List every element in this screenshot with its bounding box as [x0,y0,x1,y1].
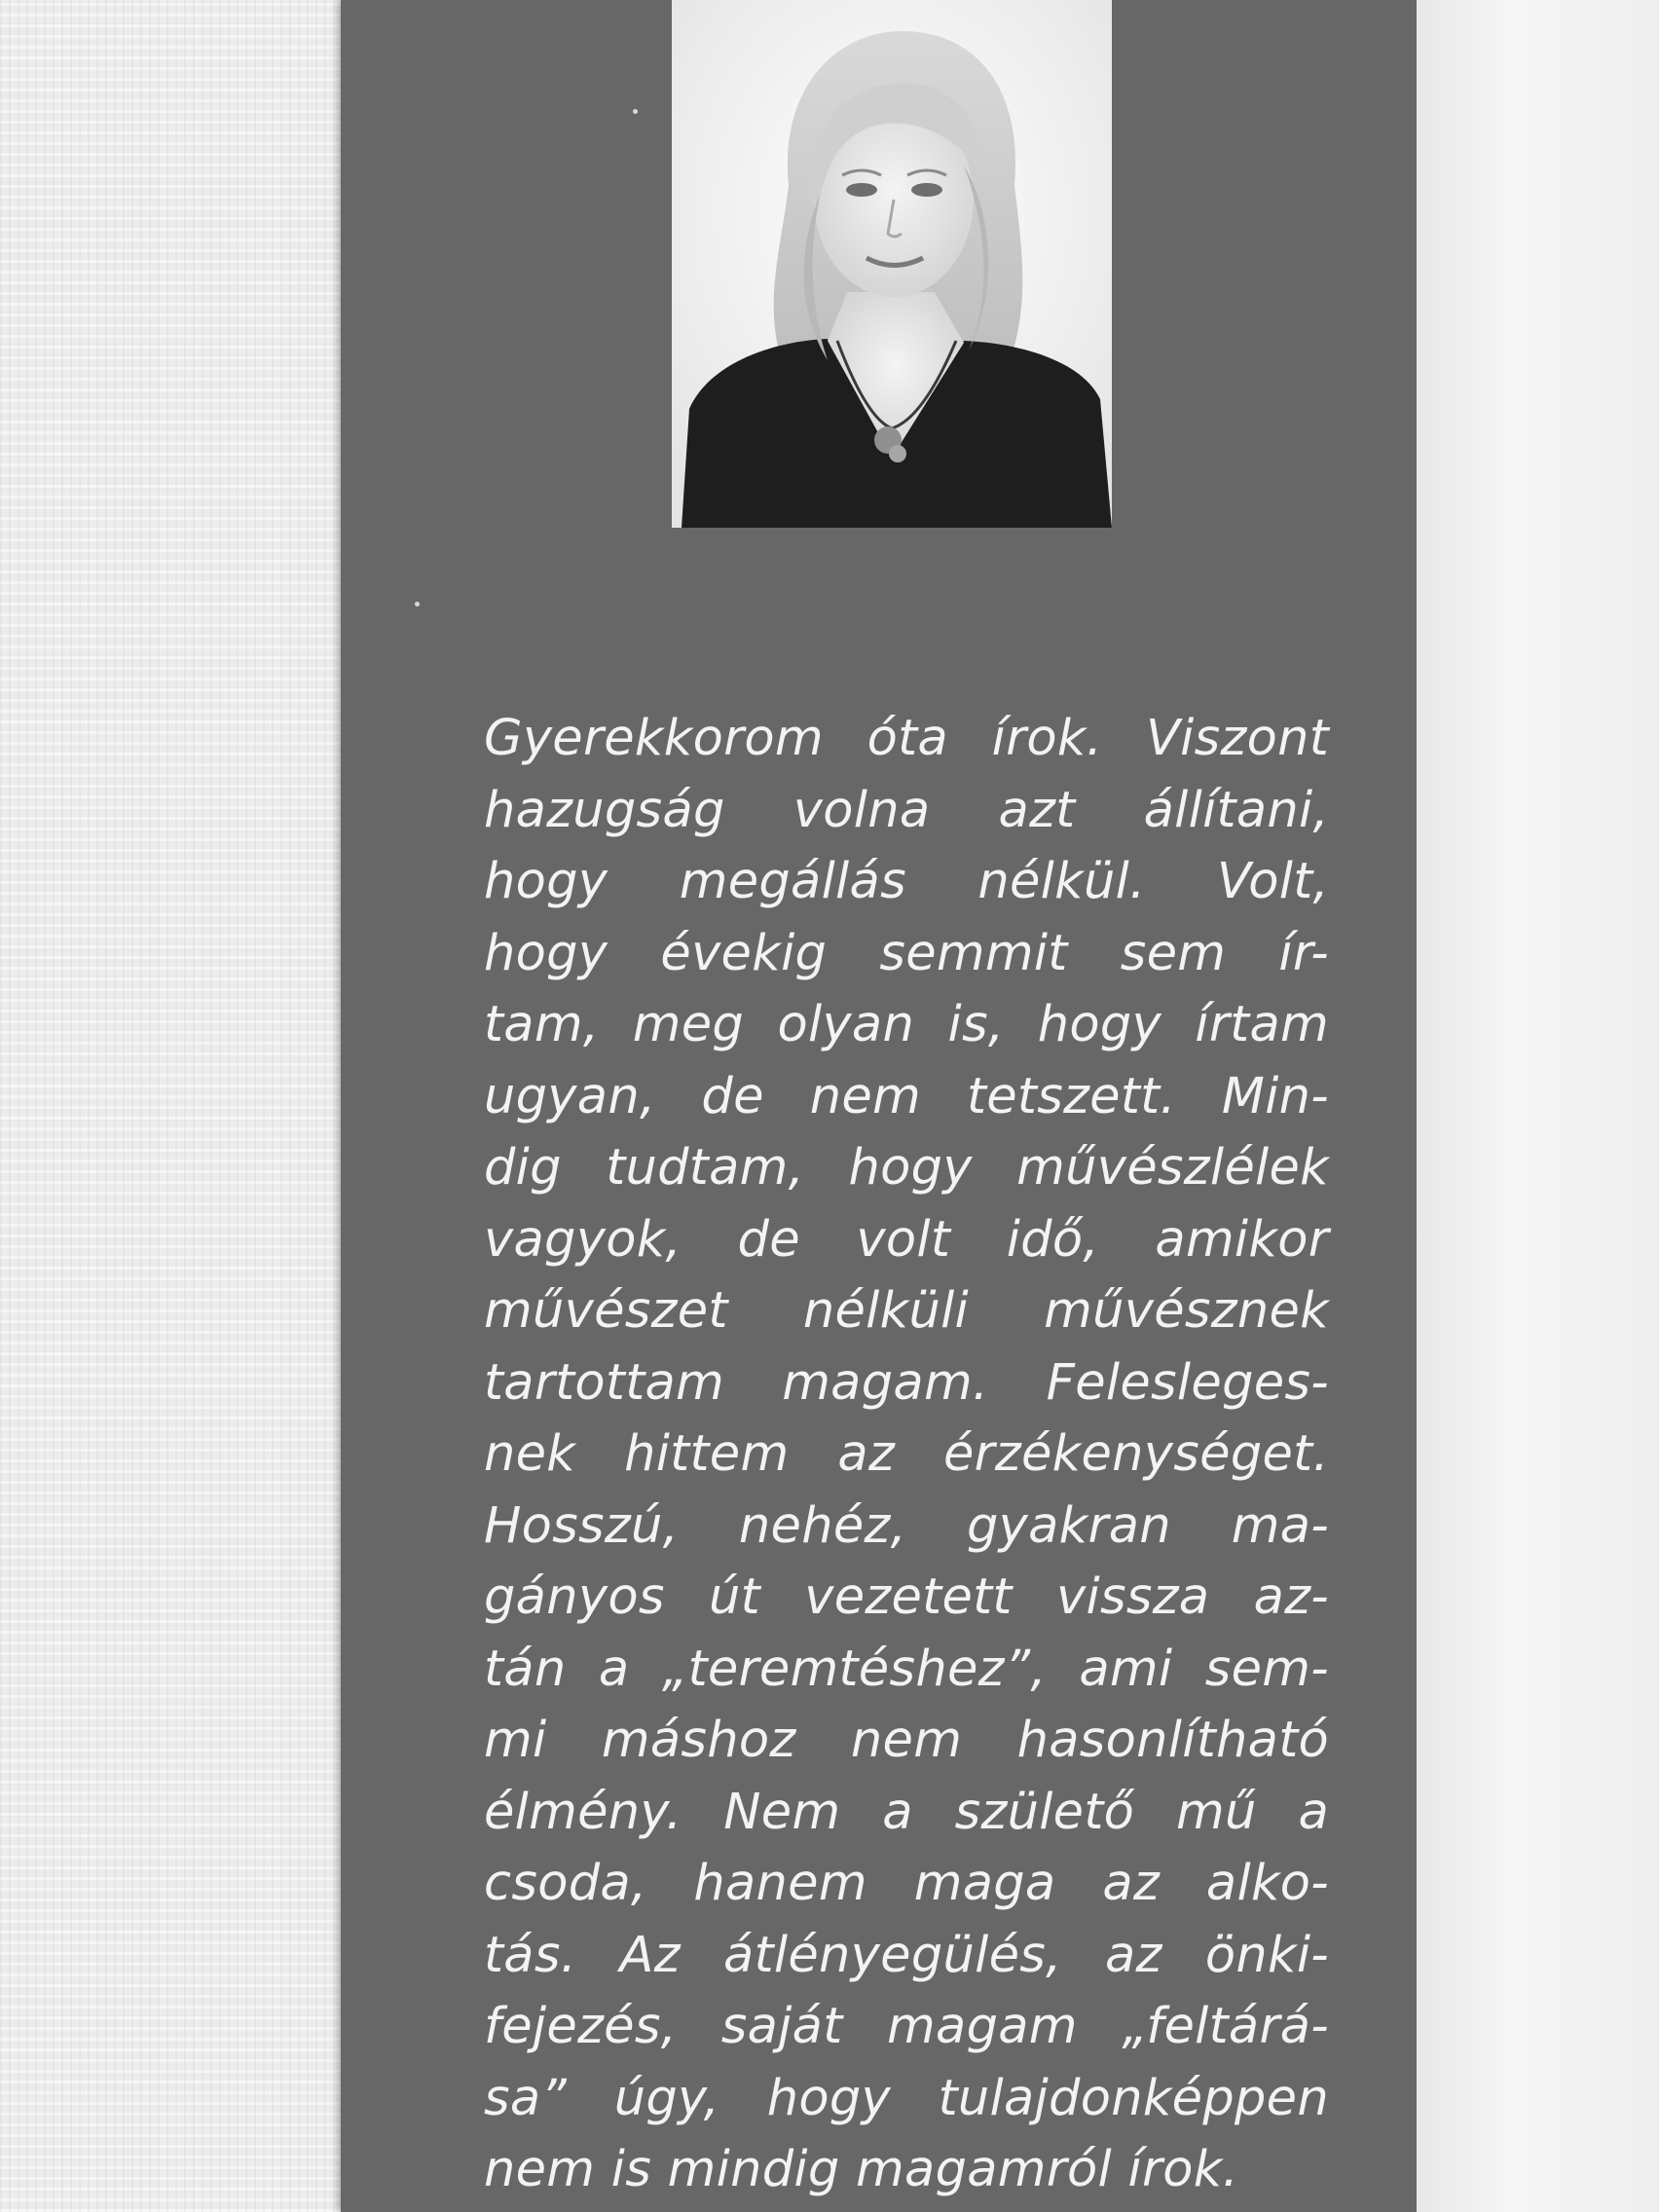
bio-line: művészet nélküli művésznek [484,1282,1329,1340]
bio-line: élmény. Nem a születő mű a [484,1783,1329,1841]
author-photo [672,0,1112,528]
author-portrait-illustration [672,0,1112,528]
bio-line: tás. Az átlényegülés, az önki- [484,1926,1329,1984]
bio-line: fejezés, saját magam „feltárá- [484,1998,1329,2055]
bio-line: tartottam magam. Felesleges- [484,1353,1329,1412]
book-flap [341,0,1417,2212]
dust-speck [633,109,638,114]
bio-line: tam, meg olyan is, hogy írtam [484,996,1329,1053]
bio-line: vagyok, de volt idő, amikor [484,1210,1329,1269]
bio-line: nem is mindig magamról írok. [484,2141,1239,2198]
dust-speck [415,602,420,607]
bio-line: tán a „teremtéshez”, ami sem- [484,1640,1329,1698]
author-bio-text [484,703,1329,2206]
bio-line: Gyerekkorom óta írok. Viszont [484,710,1329,767]
bio-line: mi máshoz nem hasonlítható [484,1712,1329,1769]
left-page [0,0,341,2212]
bio-line: hogy évekig semmit sem ír- [484,924,1329,982]
bio-line: hogy megállás nélkül. Volt, [484,853,1329,910]
bio-line: Hosszú, nehéz, gyakran ma- [484,1496,1329,1555]
bio-line: csoda, hanem maga az alko- [484,1855,1329,1912]
bio-line: gányos út vezetett vissza az- [484,1568,1329,1626]
bio-line: hazugság volna azt állítani, [484,781,1329,839]
bio-line: sa” úgy, hogy tulajdonképpen [484,2069,1329,2127]
bio-line: dig tudtam, hogy művészlélek [484,1139,1329,1197]
bio-line: nek hittem az érzékenységet. [484,1425,1329,1483]
bio-line: ugyan, de nem tetszett. Min- [484,1067,1329,1125]
right-page [1417,0,1659,2212]
